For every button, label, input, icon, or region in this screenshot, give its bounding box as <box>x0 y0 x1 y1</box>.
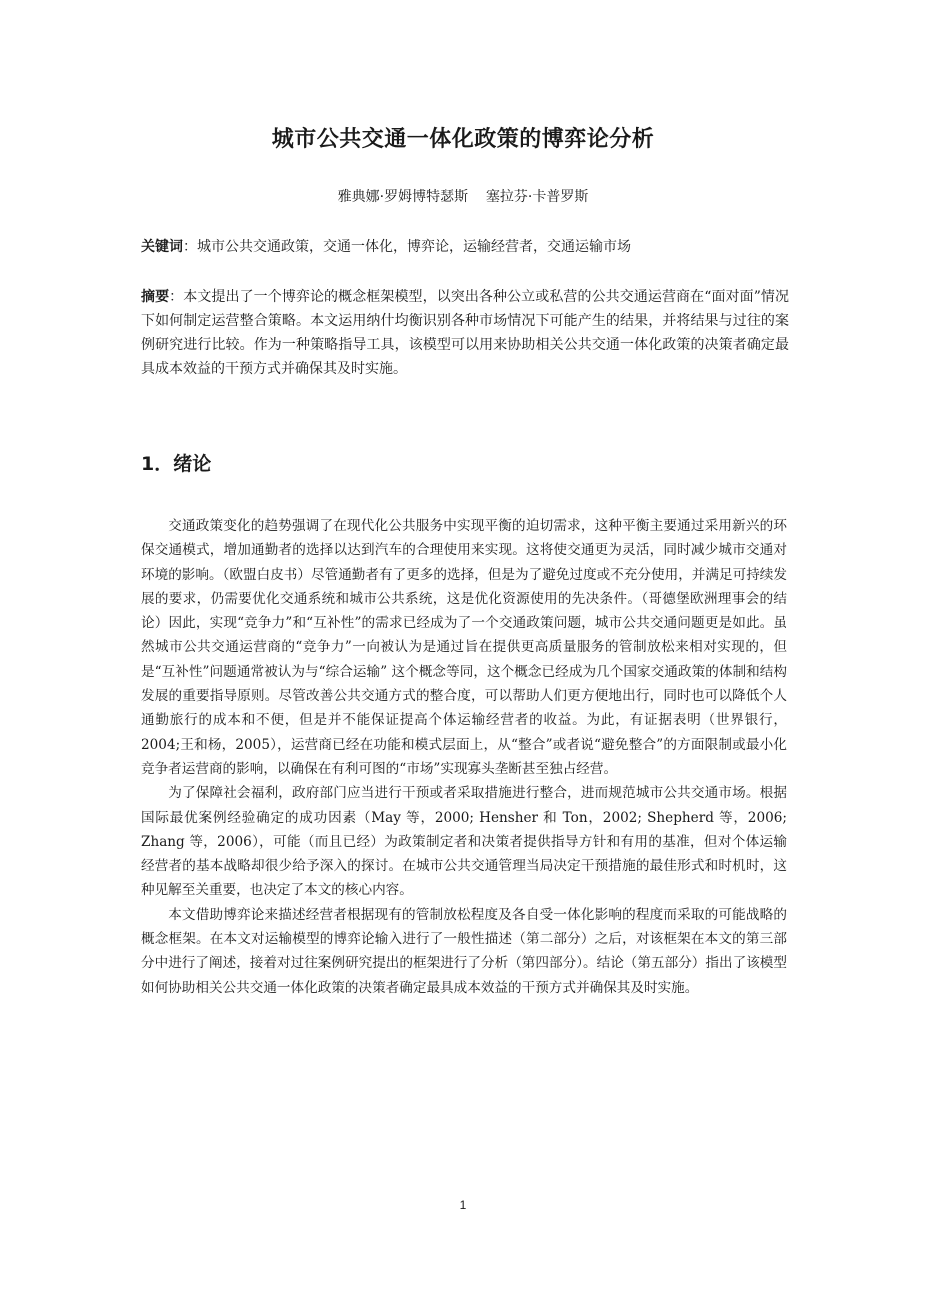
abstract-label: 摘要 <box>141 289 170 305</box>
paragraph: 交通政策变化的趋势强调了在现代化公共服务中实现平衡的迫切需求，这种平衡主要通过采用新兴的环保交通模式，增加通勤者的选择以达到汽车的合理使用来实现。这将使交通更为灵活，同时减少城市交通对环境的影响。（欧盟白皮书）尽管通勤者有了更多的选择，但是为了避免过度或不充分使用，并满足可持续发展的要求，仍需要优化交通系统和城市公共系统，这是优化资源使用的先决条件。（哥德堡欧洲理事会的结论）因此，实现“竞争力”和“互补性”的需求已经成为了一个交通政策问题，城市公共交通问题更是如此。虽然城市公共交通运营商的“竞争力”一向被认为是通过旨在提供更高质量服务的管制放松来相对实现的，但是“互补性”问题通常被认为与“综合运输” 这个概念等同，这个概念已经成为几个国家交通政策的体制和结构发展的重要指导原则。尽管改善公共交通方式的整合度，可以帮助人们更方便地出行，同时也可以降低个人通勤旅行的成本和不便，但是并不能保证提高个体运输经营者的收益。为此，有证据表明（世界银行，2004;王和杨，2005），运营商已经在功能和模式层面上，从“整合”或者说“避免整合”的方面限制或最小化竞争者运营商的影响，以确保在有利可图的“市场”实现寡头垄断甚至独占经营。 <box>141 518 787 777</box>
section-heading: 1．绪论 <box>141 453 212 475</box>
page-number: 1 <box>459 1198 467 1212</box>
keywords-text: ：城市公共交通政策，交通一体化，博弈论，运输经营者，交通运输市场 <box>183 239 631 255</box>
abstract-text: ：本文提出了一个博弈论的概念框架模型，以突出各种公立或私营的公共交通运营商在“面对面”情况下如何制定运营整合策略。本文运用纳什均衡识别各种市场情况下可能产生的结果，并将结果与过往的案例研究进行比较。作为一种策略指导工具，该模型可以用来协助相关公共交通一体化政策的决策者确定最具成本效益的干预方式并确保其及时实施。 <box>141 289 790 377</box>
page-title: 城市公共交通一体化政策的博弈论分析 <box>271 127 655 152</box>
section-body <box>141 514 787 1000</box>
paragraph: 为了保障社会福利，政府部门应当进行干预或者采取措施进行整合，进而规范城市公共交通市场。根据国际最优案例经验确定的成功因素（May 等，2000; Hensher 和 Ton，2002; Shepherd 等，2006; Zhang 等，2006），可能（而且已经）为政策制定者和决策者提供指导方针和有用的基准，但对个体运输经营者的基本战略却很少给予深入的探讨。在城市公共交通管理当局决定干预措施的最佳形式和时机时，这种见解至关重要，也决定了本文的核心内容。 <box>141 785 787 899</box>
abstract <box>141 285 789 381</box>
keywords-label: 关键词 <box>141 239 183 255</box>
keywords <box>141 236 791 258</box>
authors: 雅典娜·罗姆博特瑟斯 塞拉芬·卡普罗斯 <box>337 189 589 205</box>
paragraph: 本文借助博弈论来描述经营者根据现有的管制放松程度及各自受一体化影响的程度而采取的可能战略的概念框架。在本文对运输模型的博弈论输入进行了一般性描述（第二部分）之后，对该框架在本文的第三部分中进行了阐述，接着对过往案例研究提出的框架进行了分析（第四部分）。结论（第五部分）指出了该模型如何协助相关公共交通一体化政策的决策者确定最具成本效益的干预方式并确保其及时实施。 <box>141 906 787 996</box>
